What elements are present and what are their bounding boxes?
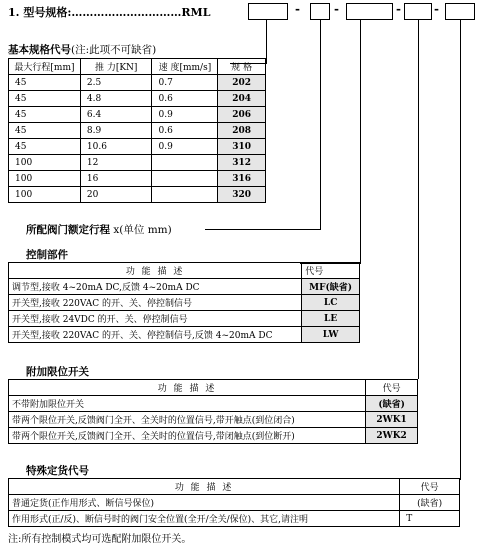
control-heading: 控制部件	[26, 249, 68, 261]
table-row: 45 8.9 0.6 208	[9, 123, 266, 139]
connector-stroke	[320, 20, 321, 230]
connector-special	[460, 20, 461, 480]
control-col-desc: 功 能 描 述	[9, 263, 302, 279]
table-row: 45 4.8 0.6 204	[9, 91, 266, 107]
dash-2: -	[334, 2, 339, 16]
table-row: 100 12 312	[9, 155, 266, 171]
table-row: 45 2.5 0.7 202	[9, 75, 266, 91]
special-table	[8, 478, 460, 527]
table-row: 开关型,接收 220VAC 的开、关、停控制信号 LC	[9, 295, 360, 311]
connector-control	[360, 20, 361, 264]
table-row: 45 6.4 0.9 206	[9, 107, 266, 123]
connector-stroke-h	[205, 229, 321, 230]
col-max-stroke: 最大行程[mm]	[9, 59, 81, 75]
dash-1: -	[295, 2, 300, 16]
special-col-desc: 功 能 描 述	[9, 479, 400, 495]
col-thrust: 推 力[KN]	[80, 59, 152, 75]
table-row: 带两个限位开关,反馈阀门全开、全关时的位置信号,带闭触点(到位断开) 2WK2	[9, 428, 418, 444]
table-row: 开关型,接收 24VDC 的开、关、停控制信号 LE	[9, 311, 360, 327]
col-spec: 规 格	[218, 59, 266, 75]
limit-switch-heading: 附加限位开关	[26, 366, 89, 378]
limit-switch-table	[8, 379, 418, 444]
valve-stroke-label: 所配阀门额定行程 x(单位 mm)	[26, 224, 172, 236]
col-speed: 速 度[mm/s]	[152, 59, 218, 75]
basic-spec-heading: 基本规格代号(注:此项不可缺省)	[8, 44, 157, 56]
table-row: 100 16 316	[9, 171, 266, 187]
code-box-control	[346, 3, 393, 20]
basic-spec-table	[8, 58, 266, 203]
control-table	[8, 262, 360, 343]
table-row: 45 10.6 0.9 310	[9, 139, 266, 155]
connector-limit	[418, 20, 419, 379]
code-box-special	[445, 3, 475, 20]
control-col-code: 代号	[302, 263, 360, 279]
footnote: 注:所有控制模式均可选配附加限位开关。	[8, 534, 192, 545]
special-heading: 特殊定货代号	[26, 465, 89, 477]
table-row: 开关型,接收 220VAC 的开、关、停控制信号,反馈 4~20mA DC LW	[9, 327, 360, 343]
table-row: 作用形式(正/反)、断信号时的阀门安全位置(全开/全关/保位)、其它,请注明 T	[9, 511, 460, 527]
table-header-row	[9, 479, 460, 495]
dash-3: -	[396, 2, 401, 16]
limit-col-desc: 功 能 描 述	[9, 380, 366, 396]
code-box-limit	[404, 3, 432, 20]
table-row: 不带附加限位开关 (缺省)	[9, 396, 418, 412]
special-col-code: 代号	[400, 479, 460, 495]
model-spec-title: 1. 型号规格:…………………………RML	[8, 6, 211, 19]
table-row: 调节型,接收 4~20mA DC,反馈 4~20mA DC MF(缺省)	[9, 279, 360, 295]
table-row: 100 20 320	[9, 187, 266, 203]
table-header-row	[9, 59, 266, 75]
code-box-stroke	[310, 3, 330, 20]
table-header-row	[9, 263, 360, 279]
table-row: 带两个限位开关,反馈阀门全开、全关时的位置信号,带开触点(到位闭合) 2WK1	[9, 412, 418, 428]
dash-4: -	[434, 2, 439, 16]
code-box-basic	[248, 3, 288, 20]
limit-col-code: 代号	[366, 380, 418, 396]
table-header-row	[9, 380, 418, 396]
table-row: 普通定货(正作用形式、断信号保位) (缺省)	[9, 495, 460, 511]
connector-basic	[266, 20, 267, 64]
